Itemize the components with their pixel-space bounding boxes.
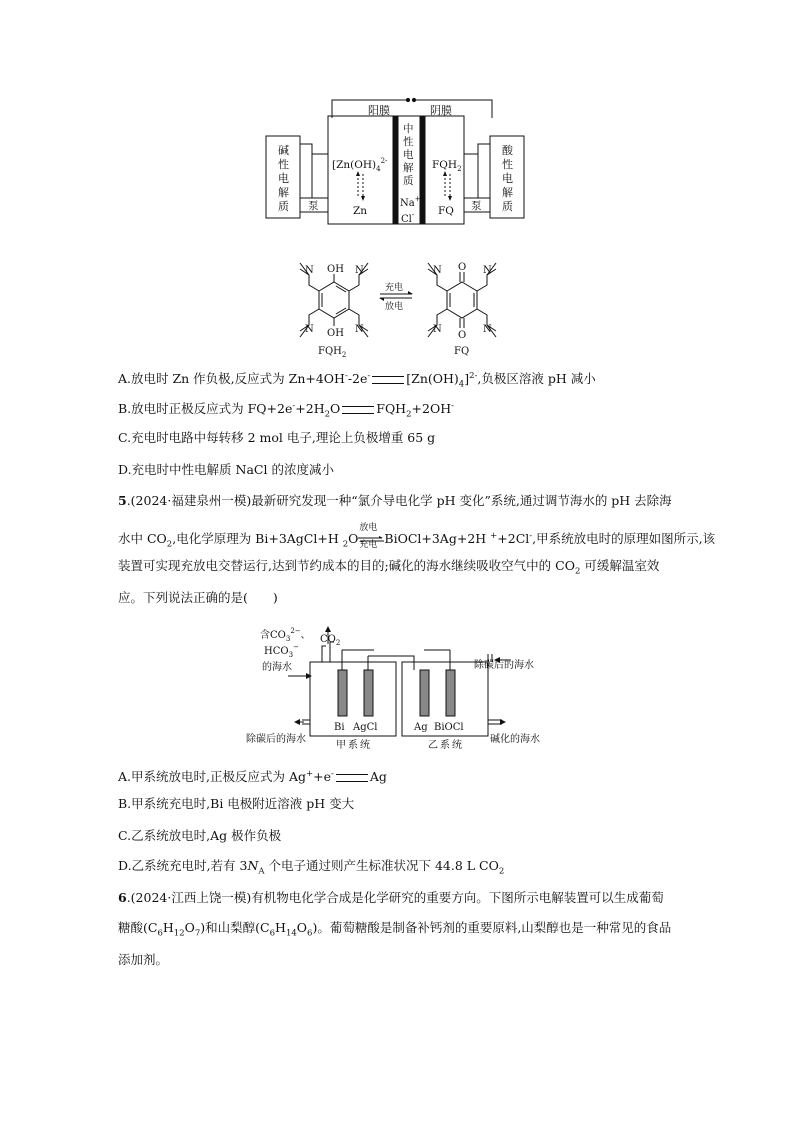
n-right-4: N xyxy=(483,324,492,335)
pump-left: 泵 xyxy=(308,200,319,212)
n-left-2: N xyxy=(355,265,364,276)
o-bottom: O xyxy=(458,330,467,341)
left-top-species: [$Zn(OH)_4^{2-}$ xyxy=(332,157,388,173)
q5-option-b: B.甲系统充电时,Bi 电极附近溶液 pH 变大 xyxy=(118,796,355,811)
arrow-charge-label: 充电 xyxy=(359,539,378,550)
outlet-right-label: 碱化的海水 xyxy=(490,734,540,745)
o-top: O xyxy=(458,262,467,273)
vert-left-char: 解 xyxy=(278,186,289,199)
outlet-left-label: 除碳后的海水 xyxy=(246,734,306,745)
vert-left-char: 电 xyxy=(278,172,289,185)
arrow-discharge-label: 放电 xyxy=(359,522,378,533)
system-jia: 甲系统 xyxy=(336,740,372,751)
q6-stem-line2: 糖酸$(C_6H_{12}O_7)$和山梨醇$(C_6H_{14}O_6)$。葡萄糖酸是制备补钙剂的重要原料,山梨醇也是一种常见的食品 xyxy=(118,920,672,939)
inlet-label-1: 含$CO_3^{2-}$、 xyxy=(260,627,311,643)
co2-removal-diagram xyxy=(240,622,540,754)
inlet-label-2: $HCO_3^-$ xyxy=(264,643,299,659)
q4-option-c: C.充电时电路中每转移 2 mol 电子,理论上负极增重 65 g xyxy=(118,430,436,445)
cation-membrane-label: 阴膜 xyxy=(430,104,452,117)
q5-source: .(2024·福建泉州一模) xyxy=(126,493,252,508)
vert-center-char: 中 xyxy=(403,123,414,135)
n-left-4: N xyxy=(355,324,364,335)
q4-option-a: A.放电时 Zn 作负极,反应式为 Zn+4OH--2e- $[Zn(OH)_4]^{2-}$,负极区溶液 pH 减小 xyxy=(118,371,596,390)
fqh2-name: $FQH_2$ xyxy=(318,346,347,359)
electrode-agcl: AgCl xyxy=(353,722,378,733)
vert-right-char: 质 xyxy=(502,200,513,213)
q5-stem-line1 xyxy=(118,493,672,509)
right-top-species: $FQH_2$ xyxy=(432,159,462,173)
center-electrolyte-label xyxy=(403,122,414,187)
vert-left-char: 质 xyxy=(278,200,289,213)
q5-stem-line2: 水中 $CO_2$,电化学原理为 Bi+3AgCl+H $_2$O 放电 充电 BiOCl+3Ag+2H ++2Cl-,甲系统放电时的原理如图所示,该 xyxy=(118,522,716,550)
electrode-ag: Ag xyxy=(414,722,428,733)
vert-right-char: 酸 xyxy=(502,144,513,157)
q6-number: 6 xyxy=(118,890,127,905)
fq-name: FQ xyxy=(454,346,470,357)
oh-bottom: OH xyxy=(327,328,344,339)
q4-option-b: B.放电时正极反应式为 $FQ+2e^-+2H_2O$ $FQH_2+2OH^-$ xyxy=(118,401,454,420)
anion-membrane-label: 阳膜 xyxy=(368,104,390,117)
battery-diagram xyxy=(260,94,530,234)
charge-label: 充电 xyxy=(385,283,404,293)
discharge-label: 放电 xyxy=(385,302,404,312)
pump-right: 泵 xyxy=(471,200,482,212)
q5-option-a: A.甲系统放电时,正极反应式为 Ag++e- Ag xyxy=(118,769,387,785)
vert-center-char: 解 xyxy=(403,162,414,174)
q5-number: 5 xyxy=(118,493,127,508)
n-right-1: N xyxy=(433,265,442,276)
ion-na: Na+ xyxy=(400,195,421,209)
inlet-right-label: 除碳后的海水 xyxy=(474,660,534,671)
vert-center-char: 性 xyxy=(403,136,414,148)
right-bottom-species: FQ xyxy=(438,205,454,217)
vert-left-char: 性 xyxy=(278,158,289,171)
q6-stem-line3: 添加剂。 xyxy=(118,952,169,967)
n-left-1: N xyxy=(305,265,314,276)
right-electrolyte-label xyxy=(502,143,514,213)
n-left-3: N xyxy=(305,324,314,335)
inlet-label-3: 的海水 xyxy=(262,662,292,673)
structure-diagram xyxy=(284,252,520,360)
vert-right-char: 电 xyxy=(502,172,513,185)
ion-cl: Cl- xyxy=(401,211,415,225)
vert-left-char: 碱 xyxy=(278,144,289,157)
co2-label: $CO_2$ xyxy=(320,634,341,647)
vert-right-char: 解 xyxy=(502,186,513,199)
n-right-3: N xyxy=(433,324,442,335)
n-right-2: N xyxy=(483,265,492,276)
vert-right-char: 性 xyxy=(502,158,513,171)
q6-source: .(2024·江西上饶一模) xyxy=(126,890,252,905)
q5-stem-line3: 装置可实现充放电交替运行,达到节约成本的目的;碱化的海水继续吸收空气中的 $CO_2$ 可缓解温室效 xyxy=(118,558,660,577)
q6-stem-line1 xyxy=(118,890,664,906)
left-electrolyte-label xyxy=(278,143,289,213)
oh-top: OH xyxy=(327,264,344,275)
vert-center-char: 电 xyxy=(403,149,414,161)
vert-center-char: 质 xyxy=(403,175,414,187)
left-bottom-species: Zn xyxy=(353,205,368,217)
q4-option-d: D.充电时中性电解质 NaCl 的浓度减小 xyxy=(118,462,334,477)
q6-stem-1: 有机物电化学合成是化学研究的重要方向。下图所示电解装置可以生成葡萄 xyxy=(251,890,664,905)
q5-option-c: C.乙系统放电时,Ag 极作负极 xyxy=(118,828,282,843)
q5-stem-1: 最新研究发现一种“氯介导电化学 pH 变化”系统,通过调节海水的 pH 去除海 xyxy=(251,493,672,508)
electrode-biocl: BiOCl xyxy=(434,722,464,733)
system-yi: 乙系统 xyxy=(428,740,464,751)
q5-stem-line4: 应。下列说法正确的是( ) xyxy=(118,590,278,605)
electrode-bi: Bi xyxy=(334,722,345,733)
q5-option-d: D.乙系统充电时,若有 $3N_A$ 个电子通过则产生标准状况下 44.8 L $CO_2$ xyxy=(118,858,505,877)
